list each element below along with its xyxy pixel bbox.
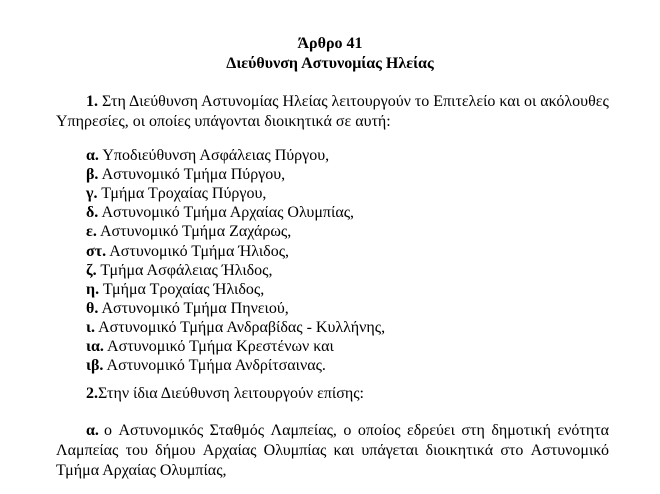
list-item-letter: ι. xyxy=(86,318,95,336)
list-item-text: Αστυνομικό Τμήμα Ζαχάρως, xyxy=(99,223,292,241)
list-item-letter: ιβ. xyxy=(86,357,104,375)
list-item-text: Αστυνομικό Τμήμα Αρχαίας Ολυμπίας, xyxy=(101,204,355,222)
list-item xyxy=(86,222,291,242)
article-number: Άρθρο 41 xyxy=(297,35,363,52)
list-item-letter: γ. xyxy=(86,185,98,203)
list-item-letter: ια. xyxy=(86,338,104,355)
para2a-line2-word: διοικητικά xyxy=(425,442,494,459)
para2 xyxy=(86,384,364,404)
para2a-line1-text xyxy=(104,421,609,441)
list-item xyxy=(86,165,285,185)
para2a-line2-word: του xyxy=(125,442,148,459)
list-item-letter: β. xyxy=(86,166,99,184)
para2a-line3: Τμήμα Αρχαίας Ολυμπίας, xyxy=(56,462,227,479)
list-item xyxy=(86,299,289,319)
list-item xyxy=(86,242,289,262)
list-item-letter: η. xyxy=(86,280,100,298)
para1-line2: Υπηρεσίες, οι οποίες υπάγονται διοικητικά σε αυτή: xyxy=(56,113,391,130)
para2a-line2-word: και xyxy=(333,442,355,459)
para2a-line2-word: Λαμπείας xyxy=(56,442,119,459)
list-item-letter: θ. xyxy=(86,299,99,317)
list-item-text: Αστυνομικό Τμήμα Κρεστένων και xyxy=(107,338,334,355)
list-item xyxy=(86,203,354,223)
para2a-line2-word: Αστυνομικό xyxy=(530,442,609,459)
list-item xyxy=(86,261,273,281)
list-item-letter: α. xyxy=(86,147,99,164)
para2a-line2 xyxy=(56,441,609,461)
para2a-line1-word: εδρεύει xyxy=(407,422,455,439)
para2a-line1-word: Αστυνομικός xyxy=(118,422,204,439)
para2a-line1-word: Σταθμός xyxy=(209,422,265,439)
list-item xyxy=(86,318,385,338)
para2a-line1-word: ο xyxy=(104,422,112,439)
list-item-letter: δ. xyxy=(86,204,99,222)
list-item-text: Τμήμα Τροχαίας Ήλιδος, xyxy=(102,280,265,298)
list-item xyxy=(86,337,334,357)
list-item-text: Υποδιεύθυνση Ασφάλειας Πύργου, xyxy=(102,147,330,164)
article-title: Διεύθυνση Αστυνομίας Ηλείας xyxy=(226,55,434,72)
list-item-text: Αστυνομικό Τμήμα Ανδρίτσαινας. xyxy=(106,357,326,375)
para2a-line1-word: οποίος xyxy=(357,422,401,439)
list-item-text: Αστυνομικό Τμήμα Ήλιδος, xyxy=(109,242,290,260)
list-item-text: Τμήμα Ασφάλειας Ήλιδος, xyxy=(100,261,273,279)
list-item-letter: ε. xyxy=(86,223,97,241)
list-item-text: Αστυνομικό Τμήμα Πηνειού, xyxy=(101,299,289,317)
list-item-letter: ζ. xyxy=(86,261,97,279)
list-item xyxy=(86,280,264,300)
para2a-line1 xyxy=(86,421,99,441)
list-item-text: Αστυνομικό Τμήμα Πύργου, xyxy=(101,166,286,184)
para2a-line1-word: ο xyxy=(343,422,352,439)
list-item xyxy=(86,356,326,376)
para2a-line2-word: Αρχαίας xyxy=(202,442,257,459)
para1-text-line1: Στη Διεύθυνση Αστυνομίας Ηλείας λειτουργούν το Επιτελείο και οι ακόλουθες xyxy=(102,93,609,110)
para2a-line2-word: υπάγεται xyxy=(361,442,419,459)
para2a-line2-word: δήμου xyxy=(155,442,196,459)
para2a-line2-word: Ολυμπίας xyxy=(263,442,327,459)
para2a-line1-word: Λαμπείας, xyxy=(270,422,337,439)
para2a-line1-word: στη xyxy=(461,422,485,439)
para2a-line1-word: δημοτική xyxy=(491,422,551,439)
para1-number: 1. xyxy=(86,93,98,110)
list-item-letter: στ. xyxy=(86,242,107,260)
list-item-text: Αστυνομικό Τμήμα Ανδραβίδας - Κυλλήνης, xyxy=(98,318,386,336)
para2a-line2-word: στο xyxy=(500,442,524,459)
list-item-text: Τμήμα Τροχαίας Πύργου, xyxy=(101,185,267,203)
list-item xyxy=(86,146,329,166)
para2a-letter: α. xyxy=(86,422,99,439)
para1-line1 xyxy=(86,92,609,112)
para2-number: 2. xyxy=(86,385,98,402)
para2-text: Στην ίδια Διεύθυνση λειτουργούν επίσης: xyxy=(98,385,364,402)
list-item xyxy=(86,184,266,204)
para2a-line1-word: ενότητα xyxy=(557,422,609,439)
